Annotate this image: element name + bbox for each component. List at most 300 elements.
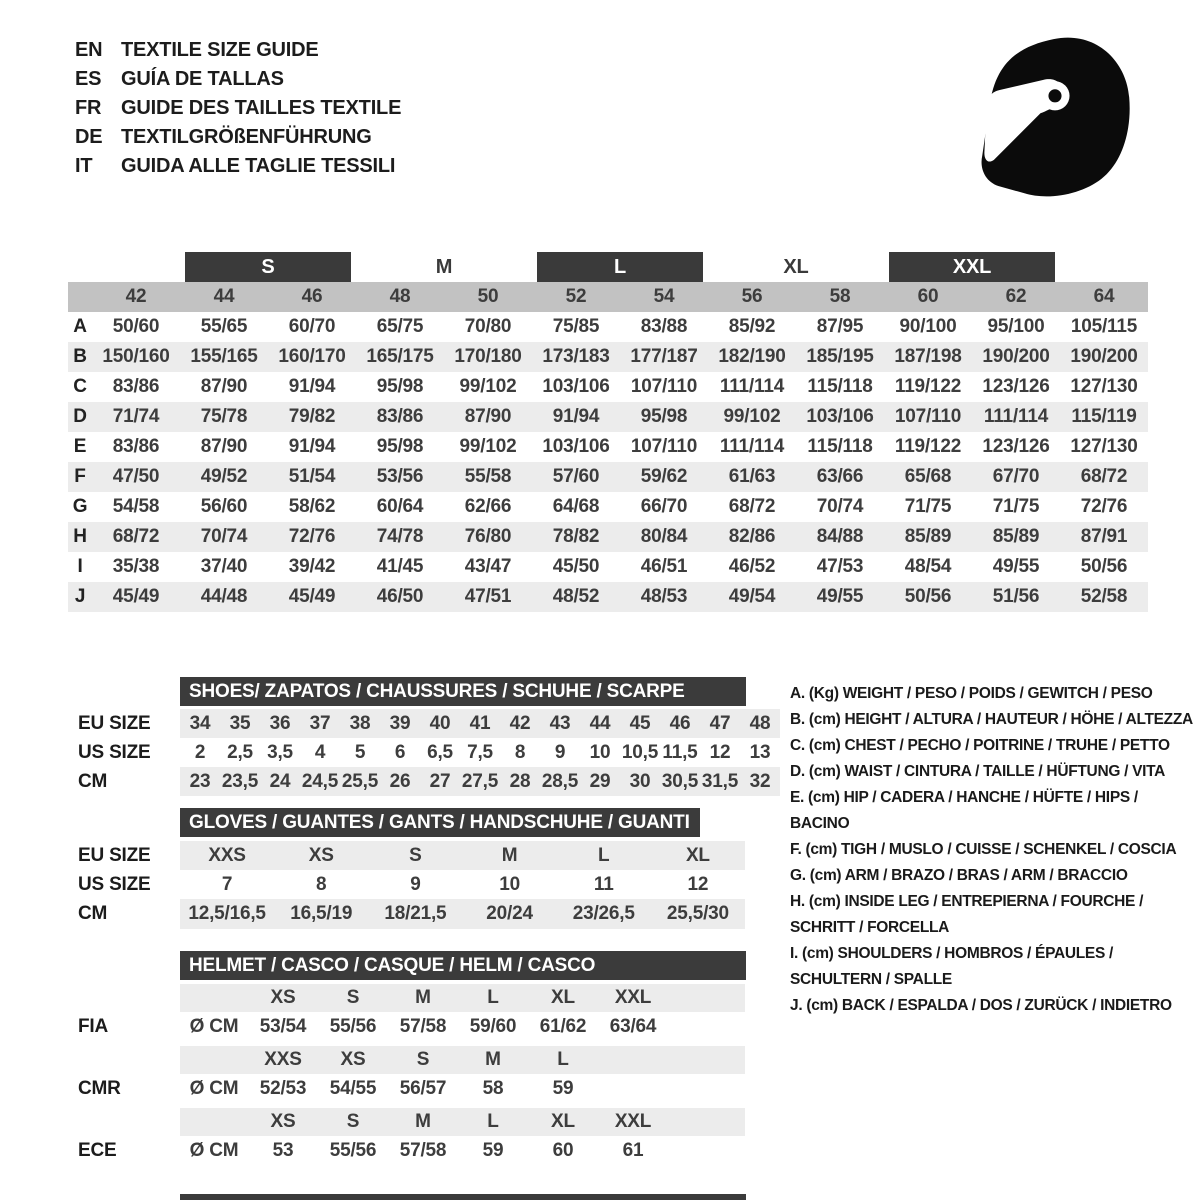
size-cell: 37/40	[200, 556, 248, 577]
helmet-size-cell: XS	[270, 1111, 296, 1132]
size-cell: 46/51	[640, 556, 688, 577]
shoes-row	[68, 738, 780, 767]
gloves-row	[68, 841, 745, 870]
numeric-size: 54	[653, 286, 675, 307]
size-cell: 47/51	[464, 586, 512, 607]
size-row	[68, 312, 1148, 342]
size-cell: 72/76	[1080, 496, 1128, 517]
shoe-size-cell: 36	[269, 712, 291, 734]
legend-item: C. (cm) CHEST / PECHO / POITRINE / TRUHE / PETTO	[790, 737, 1170, 754]
band-spacer	[68, 282, 92, 312]
gloves-values	[180, 870, 745, 899]
size-cell: 173/183	[542, 346, 610, 367]
gloves-section-header	[180, 808, 700, 837]
language-row	[75, 65, 401, 94]
size-cell: 60/64	[376, 496, 424, 517]
size-cell: 182/190	[718, 346, 786, 367]
shoe-size-cell: 40	[429, 712, 451, 734]
shoe-size-cell: 27,5	[461, 770, 499, 792]
size-group-m: M	[435, 255, 453, 278]
glove-size-cell: 12	[687, 873, 709, 895]
helmet-diameter-cell: 55/56	[329, 1016, 377, 1037]
helmet-size-cell: L	[487, 987, 499, 1008]
helmet-size-cell: XL	[551, 987, 575, 1008]
size-cell: 65/75	[376, 316, 424, 337]
size-cell: 111/114	[719, 436, 785, 457]
numeric-size: 48	[389, 286, 411, 307]
gloves-row	[68, 870, 745, 899]
helmet-diameter-cell: 56/57	[399, 1078, 447, 1099]
glove-size-cell: XL	[685, 844, 710, 866]
size-group-l: L	[537, 252, 703, 282]
size-cell: 95/98	[640, 406, 688, 427]
size-cell: 127/130	[1070, 436, 1138, 457]
helmet-size-cell: XS	[340, 1049, 366, 1070]
size-cell: 99/102	[459, 436, 517, 457]
diameter-col-spacer	[180, 1108, 248, 1136]
size-cell: 55/58	[464, 466, 512, 487]
language-code: EN	[75, 39, 103, 61]
numeric-size: 60	[917, 286, 939, 307]
size-cell: 83/86	[112, 376, 160, 397]
numeric-size: 46	[301, 286, 323, 307]
helmet-diameter-cell: 52/53	[259, 1078, 307, 1099]
size-cell: 50/60	[112, 316, 160, 337]
helmet-value-row	[68, 1136, 745, 1166]
numeric-size: 64	[1093, 286, 1115, 307]
helmet-diameter-cell: 59/60	[469, 1016, 517, 1037]
size-cell: 103/106	[806, 406, 874, 427]
shoe-size-cell: 39	[389, 712, 411, 734]
size-cell: 46/50	[376, 586, 424, 607]
measurement-legend	[790, 681, 1200, 1019]
helmet-size-band	[68, 984, 745, 1012]
shoe-size-cell: 37	[309, 712, 331, 734]
language-code: ES	[75, 68, 102, 90]
size-cell: 150/160	[102, 346, 170, 367]
size-cell: 63/66	[816, 466, 864, 487]
legend-item: B. (cm) HEIGHT / ALTURA / HAUTEUR / HÖHE / ALTEZZA	[790, 711, 1193, 728]
helmet-diameter-cell: 58	[482, 1078, 504, 1099]
shoe-size-cell: 29	[589, 770, 611, 792]
helmet-size-cell: XS	[270, 987, 296, 1008]
shoe-size-cell: 41	[469, 712, 491, 734]
size-row	[68, 342, 1148, 372]
size-cell: 95/98	[376, 436, 424, 457]
helmet-size-cell: XXL	[614, 1111, 652, 1132]
helmet-size-cell: XXL	[614, 987, 652, 1008]
size-cell: 85/89	[992, 526, 1040, 547]
glove-size-cell: 25,5/30	[666, 903, 729, 924]
size-cell: 72/76	[288, 526, 336, 547]
glove-size-cell: 23/26,5	[572, 903, 635, 924]
size-cell: 111/114	[719, 376, 785, 397]
size-cell: 57/60	[552, 466, 600, 487]
size-cell: 170/180	[454, 346, 522, 367]
helmet-diameter-cell: 54/55	[329, 1078, 377, 1099]
shoe-size-cell: 47	[709, 712, 731, 734]
shoes-row	[68, 709, 780, 738]
size-cell: 70/74	[200, 526, 248, 547]
glove-size-cell: 9	[410, 873, 421, 895]
row-label: F	[74, 466, 86, 487]
glove-size-cell: 10	[499, 873, 520, 895]
size-cell: 41/45	[376, 556, 424, 577]
size-group-xl: XL	[783, 255, 809, 278]
helmet-band-grid	[180, 1046, 745, 1074]
helmet-diameter-cell: 59	[482, 1140, 504, 1161]
glove-size-cell: S	[409, 844, 422, 866]
size-cell: 87/90	[464, 406, 512, 427]
helmet-size-cell: L	[487, 1111, 499, 1132]
helmet-diameter-cell: 59	[552, 1078, 574, 1099]
row-label: G	[72, 496, 88, 517]
size-cell: 54/58	[112, 496, 160, 517]
size-cell: 71/75	[904, 496, 952, 517]
size-cell: 68/72	[1080, 466, 1128, 487]
helmet-size-cell: S	[416, 1049, 430, 1070]
size-cell: 160/170	[278, 346, 346, 367]
size-cell: 51/54	[288, 466, 336, 487]
size-row	[68, 372, 1148, 402]
size-cell: 177/187	[630, 346, 698, 367]
size-cell: 83/86	[376, 406, 424, 427]
language-row	[75, 152, 401, 181]
legend-item: H. (cm) INSIDE LEG / ENTREPIERNA / FOURCHE / SCHRITT / FORCELLA	[790, 893, 1144, 936]
size-cell: 123/126	[982, 376, 1050, 397]
language-title: GUIDE DES TAILLES TEXTILE	[121, 97, 402, 119]
size-cell: 107/110	[630, 376, 698, 397]
size-cell: 58/62	[288, 496, 336, 517]
size-cell: 71/74	[112, 406, 160, 427]
size-cell: 90/100	[899, 316, 957, 337]
shoe-size-cell: 24	[269, 770, 291, 792]
size-cell: 67/70	[992, 466, 1040, 487]
shoe-size-cell: 30,5	[661, 770, 699, 792]
helmet-diameter-cell: 55/56	[329, 1140, 377, 1161]
shoe-size-cell: 8	[514, 741, 526, 763]
legend-item: F. (cm) TIGH / MUSLO / CUISSE / SCHENKEL / COSCIA	[790, 841, 1177, 858]
helmet-diameter-cell: 61/62	[539, 1016, 587, 1037]
helmet-value-row	[68, 1012, 745, 1042]
size-cell: 111/114	[983, 406, 1049, 427]
size-cell: 68/72	[112, 526, 160, 547]
helmet-icon	[975, 30, 1135, 198]
helmet-size-cell: L	[557, 1049, 569, 1070]
size-cell: 51/56	[992, 586, 1040, 607]
shoe-size-cell: 42	[509, 712, 531, 734]
helmet-standard-label: CMR	[78, 1078, 121, 1099]
size-cell: 49/55	[992, 556, 1040, 577]
size-row	[68, 432, 1148, 462]
size-cell: 52/58	[1080, 586, 1128, 607]
size-cell: 60/70	[288, 316, 336, 337]
gloves-row	[68, 899, 745, 929]
size-row	[68, 402, 1148, 432]
language-code: FR	[75, 97, 102, 119]
shoe-size-cell: 23,5	[221, 770, 259, 792]
size-cell: 50/56	[1080, 556, 1128, 577]
glove-size-cell: XXS	[208, 844, 246, 866]
shoes-row-label: CM	[78, 770, 108, 792]
gloves-values	[180, 841, 745, 870]
size-cell: 48/52	[552, 586, 600, 607]
shoe-size-cell: 38	[349, 712, 371, 734]
diameter-col-spacer	[180, 984, 248, 1012]
shoe-size-cell: 12	[709, 741, 731, 763]
row-label: H	[73, 526, 87, 547]
shoes-section-title: SHOES/ ZAPATOS / CHAUSSURES / SCHUHE / SCARPE	[189, 680, 685, 702]
size-cell: 115/118	[807, 436, 873, 457]
size-cell: 115/119	[1071, 406, 1137, 427]
language-row	[75, 123, 401, 152]
diameter-label: Ø CM	[189, 1078, 239, 1099]
size-cell: 75/78	[200, 406, 248, 427]
gloves-section-title: GLOVES / GUANTES / GANTS / HANDSCHUHE / GUANTI	[189, 811, 690, 833]
helmet-size-cell: XL	[551, 1111, 575, 1132]
language-title: TEXTILGRÖßENFÜHRUNG	[121, 126, 372, 148]
size-cell: 87/90	[200, 376, 248, 397]
helmet-section-header	[180, 951, 746, 980]
size-cell: 87/90	[200, 436, 248, 457]
size-group-header-row	[68, 252, 1148, 282]
size-cell: 123/126	[982, 436, 1050, 457]
legend-item: D. (cm) WAIST / CINTURA / TAILLE / HÜFTUNG / VITA	[790, 763, 1166, 780]
size-cell: 49/54	[728, 586, 776, 607]
shoe-size-cell: 10	[589, 741, 611, 763]
glove-size-cell: 16,5/19	[290, 903, 353, 924]
size-cell: 103/106	[542, 376, 610, 397]
numeric-size: 52	[565, 286, 587, 307]
shoes-section-header	[180, 677, 746, 706]
glove-size-cell: 20/24	[486, 903, 533, 924]
size-cell: 105/115	[1070, 316, 1138, 337]
glove-size-cell: XS	[308, 844, 334, 866]
size-cell: 185/195	[806, 346, 874, 367]
size-cell: 55/65	[200, 316, 248, 337]
legend-item: A. (Kg) WEIGHT / PESO / POIDS / GEWITCH / PESO	[790, 685, 1153, 702]
size-cell: 71/75	[992, 496, 1040, 517]
measurement-table	[68, 312, 1148, 612]
size-cell: 45/50	[552, 556, 600, 577]
helmet-band-spacer	[68, 1046, 180, 1074]
helmet-diameter-cell: 61	[622, 1140, 644, 1161]
size-cell: 190/200	[982, 346, 1050, 367]
size-cell: 87/95	[816, 316, 864, 337]
size-cell: 87/91	[1080, 526, 1128, 547]
shoe-size-cell: 6,5	[427, 741, 453, 763]
size-cell: 80/84	[640, 526, 688, 547]
shoe-size-cell: 34	[189, 712, 211, 734]
size-cell: 50/56	[904, 586, 952, 607]
row-label: I	[77, 556, 83, 577]
numeric-size: 58	[829, 286, 851, 307]
shoe-size-cell: 2,5	[227, 741, 253, 763]
shoes-values	[180, 738, 780, 767]
row-label: J	[74, 586, 86, 607]
numeric-size: 50	[477, 286, 499, 307]
shoes-table	[68, 709, 780, 796]
legend-item: I. (cm) SHOULDERS / HOMBROS / ÉPAULES / SCHULTERN / SPALLE	[790, 945, 1114, 988]
size-cell: 107/110	[894, 406, 962, 427]
size-cell: 99/102	[459, 376, 517, 397]
size-cell: 119/122	[894, 436, 962, 457]
helmet-table	[68, 984, 745, 1166]
shoes-values	[180, 767, 780, 796]
size-cell: 47/50	[112, 466, 160, 487]
helmet-size-cell: S	[346, 1111, 360, 1132]
size-cell: 79/82	[288, 406, 336, 427]
cutoff-section-bar	[180, 1194, 746, 1200]
helmet-value-row	[68, 1074, 745, 1104]
size-cell: 127/130	[1070, 376, 1138, 397]
language-row	[75, 36, 401, 65]
size-group-xxl: XXL	[889, 252, 1055, 282]
helmet-value-grid	[180, 1136, 745, 1166]
size-cell: 75/85	[552, 316, 600, 337]
size-cell: 49/55	[816, 586, 864, 607]
shoe-size-cell: 5	[354, 741, 366, 763]
shoe-size-cell: 13	[749, 741, 771, 763]
helmet-diameter-cell: 53	[272, 1140, 294, 1161]
helmet-value-grid	[180, 1074, 745, 1104]
shoe-size-cell: 32	[749, 770, 771, 792]
size-cell: 61/63	[728, 466, 776, 487]
glove-size-cell: M	[501, 844, 518, 866]
size-cell: 115/118	[807, 376, 873, 397]
size-cell: 48/54	[904, 556, 952, 577]
size-cell: 78/82	[552, 526, 600, 547]
helmet-standard-label: ECE	[78, 1140, 117, 1161]
numeric-size: 56	[741, 286, 763, 307]
diameter-label: Ø CM	[189, 1140, 239, 1161]
size-cell: 155/165	[190, 346, 258, 367]
helmet-diameter-cell: 57/58	[399, 1016, 447, 1037]
shoe-size-cell: 31,5	[701, 770, 739, 792]
helmet-size-cell: M	[415, 1111, 431, 1132]
size-row	[68, 462, 1148, 492]
shoes-row-label: US SIZE	[78, 741, 151, 763]
shoe-size-cell: 4	[314, 741, 326, 763]
helmet-size-cell: XXS	[264, 1049, 302, 1070]
gloves-row-label: EU SIZE	[78, 844, 151, 866]
size-group-s: S	[185, 252, 351, 282]
language-title: GUIDA ALLE TAGLIE TESSILI	[121, 155, 396, 177]
size-cell: 99/102	[723, 406, 781, 427]
size-cell: 95/98	[376, 376, 424, 397]
helmet-diameter-cell: 63/64	[609, 1016, 657, 1037]
shoe-size-cell: 6	[394, 741, 406, 763]
shoe-size-cell: 9	[554, 741, 566, 763]
helmet-value-grid	[180, 1012, 745, 1042]
shoe-size-cell: 28,5	[541, 770, 579, 792]
language-title: TEXTILE SIZE GUIDE	[121, 39, 319, 61]
shoe-size-cell: 23	[189, 770, 211, 792]
size-cell: 82/86	[728, 526, 776, 547]
size-cell: 103/106	[542, 436, 610, 457]
size-row	[68, 492, 1148, 522]
language-code: IT	[75, 155, 93, 177]
shoes-row-label: EU SIZE	[78, 712, 151, 734]
helmet-section-title: HELMET / CASCO / CASQUE / HELM / CASCO	[189, 954, 596, 976]
size-cell: 45/49	[112, 586, 160, 607]
helmet-band-grid	[180, 1108, 745, 1136]
helmet-diameter-cell: 60	[552, 1140, 574, 1161]
row-label: C	[73, 376, 87, 397]
glove-size-cell: L	[598, 844, 610, 866]
size-cell: 85/89	[904, 526, 952, 547]
row-label: B	[73, 346, 87, 367]
shoes-row	[68, 767, 780, 796]
size-cell: 74/78	[376, 526, 424, 547]
language-title: GUÍA DE TALLAS	[121, 68, 284, 90]
size-cell: 43/47	[464, 556, 512, 577]
helmet-band-spacer	[68, 984, 180, 1012]
size-cell: 95/100	[987, 316, 1045, 337]
row-label: A	[73, 316, 87, 337]
shoe-size-cell: 11,5	[662, 741, 698, 763]
size-cell: 56/60	[200, 496, 248, 517]
helmet-size-cell: M	[485, 1049, 501, 1070]
size-row	[68, 552, 1148, 582]
size-cell: 47/53	[816, 556, 864, 577]
size-cell: 83/86	[112, 436, 160, 457]
gloves-row-label: CM	[78, 903, 108, 924]
shoe-size-cell: 2	[194, 741, 206, 763]
shoe-size-cell: 28	[509, 770, 531, 792]
shoe-size-cell: 10,5	[621, 741, 659, 763]
size-cell: 53/56	[376, 466, 424, 487]
size-cell: 65/68	[904, 466, 952, 487]
size-cell: 83/88	[640, 316, 688, 337]
size-cell: 66/70	[640, 496, 688, 517]
helmet-band-grid	[180, 984, 745, 1012]
size-cell: 70/80	[464, 316, 512, 337]
size-cell: 119/122	[894, 376, 962, 397]
language-header	[75, 36, 401, 181]
gloves-table	[68, 841, 745, 929]
language-code: DE	[75, 126, 103, 148]
helmet-size-cell: S	[346, 987, 360, 1008]
size-cell: 190/200	[1070, 346, 1138, 367]
size-cell: 91/94	[288, 436, 336, 457]
glove-size-cell: 7	[221, 873, 233, 895]
helmet-size-band	[68, 1108, 745, 1136]
numeric-size-band	[68, 282, 1148, 312]
numeric-size: 62	[1005, 286, 1027, 307]
glove-size-cell: 8	[316, 873, 327, 895]
diameter-label: Ø CM	[189, 1016, 239, 1037]
shoe-size-cell: 24,5	[301, 770, 339, 792]
shoe-size-cell: 3,5	[267, 741, 293, 763]
size-cell: 76/80	[464, 526, 512, 547]
helmet-size-band	[68, 1046, 745, 1074]
size-cell: 107/110	[630, 436, 698, 457]
shoe-size-cell: 45	[629, 712, 651, 734]
size-cell: 165/175	[366, 346, 434, 367]
glove-size-cell: 12,5/16,5	[188, 903, 266, 924]
visor-pivot-dot	[1048, 89, 1061, 102]
shoe-size-cell: 27	[429, 770, 451, 792]
numeric-size: 42	[125, 286, 147, 307]
language-row	[75, 94, 401, 123]
size-cell: 85/92	[728, 316, 776, 337]
shoe-size-cell: 44	[589, 712, 611, 734]
legend-item: G. (cm) ARM / BRAZO / BRAS / ARM / BRACCIO	[790, 867, 1128, 884]
size-cell: 35/38	[112, 556, 160, 577]
size-cell: 39/42	[288, 556, 336, 577]
helmet-band-spacer	[68, 1108, 180, 1136]
